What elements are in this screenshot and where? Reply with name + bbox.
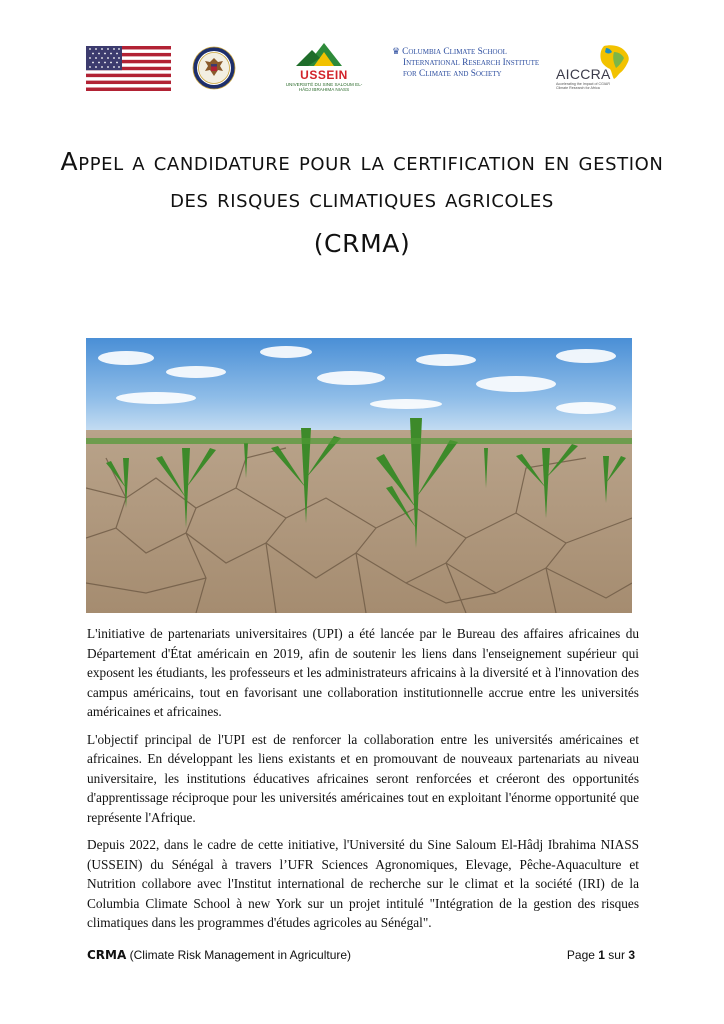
footer-left [87,948,351,962]
footer-acronym: CRMA [87,948,127,962]
page-number [567,948,635,962]
page-separator: sur [604,948,629,962]
ussein-logo [284,40,364,94]
aiccra-tagline: Accelerating the Impact of CGIAR Climate Research for Africa [556,82,610,91]
body-text [87,624,639,941]
page-total: 3 [628,948,635,962]
drought-field-photo [86,338,632,613]
ussein-name: USSEIN [300,68,348,82]
us-flag-logo [86,46,171,91]
paragraph: Depuis 2022, dans le cadre de cette initiative, l'Université du Sine Saloum El-Hâdj Ibrahima NIASS (USSEIN) du Sénégal à travers l’UFR Sciences Agronomiques, Elevage, Pêche-Aquaculture et Nutrition collabore avec l'Institut international de recherche sur le climat et la société (IRI) de la Columbia Climate School à new York sur un projet intitulé "Intégration de la gestion des risques climatiques dans les programmes d'études agricoles au Sénégal". [87,837,639,930]
aiccra-name: AICCRA [556,66,611,82]
columbia-line2: International Research Institute [403,58,540,68]
title-acronym: (CRMA) [313,229,411,258]
columbia-line3: for Climate and Society [403,69,502,79]
page-current: 1 [598,948,605,962]
aiccra-logo [554,42,644,96]
us-department-of-state-seal [192,46,236,90]
columbia-line1: Columbia Climate School [402,47,507,57]
paragraph: L'initiative de partenariats universitaires (UPI) a été lancée par le Bureau des affaires africaines du Département d'État américain en 2019, afin de soutenir les liens dans l'enseignement supérieur qui exposent les étudiants, les professeurs et les administrateurs africains à la diversité et à l'innovation des campus américains, tout en favorisant une collaboration institutionnelle accrue entre les universités américaines et africaines. [87,626,639,719]
columbia-iri-logo [392,46,552,90]
page-label: Page [566,948,599,962]
ussein-subtitle: UNIVERSITÉ DU SINE SALOUM EL-HÂDJ IBRAHIMA NIASS [285,82,363,92]
logo-bar [86,40,642,96]
paragraph: L'objectif principal de l'UPI est de renforcer la collaboration entre les universités américaines et africaines. En développant les liens existants et en promouvant de nouveaux partenariats au niveau universitaire, les institutions éducatives africaines seront renforcées et créeront des opportunités d'apprentissage réciproque pour les universités américaines tout en exploitant l'énorme opportunité que représente l'Afrique. [87,731,639,825]
document-title [60,143,664,262]
footer-description: (Climate Risk Management in Agriculture) [126,948,352,962]
title-main: Appel a candidature pour la certification en gestion des risques climatiques agricoles [60,147,664,213]
ussein-mountain-icon [284,40,364,68]
crown-icon: ♛ [392,46,401,56]
